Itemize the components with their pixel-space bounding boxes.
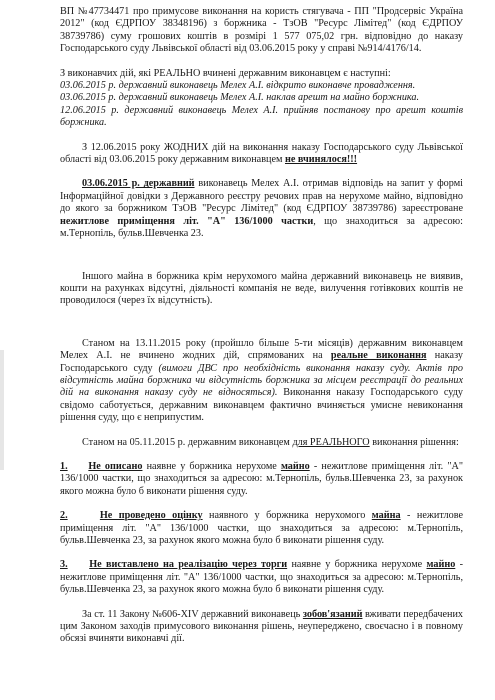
not-described-emphasis: Не описано <box>88 460 143 472</box>
no-actions-emphasis: не вчинялося!!! <box>284 154 358 166</box>
list-item-2: 2. Не проведено оцінку наявного у боржника нерухомого майна - нежитлове приміщення літ. "А" 136/1000 частки, що знаходиться за адресою: м.Тернопіль, бульв.Шевченка 23, за рахунок якого можна було б виконати рішення суду. <box>60 510 463 546</box>
dvs-requirements-italic: (вимоги ДВС про необхідність виконання наказу суду. Актів про відсутність майна боржника чи відсутність боржника за місцем реєстрації до реальних дій на виконання наказу суду не відносяться). <box>60 362 463 399</box>
not-auctioned-emphasis: Не виставлено на реалізацію через торги <box>89 559 288 571</box>
real-actions-intro-text: З виконавчих дій, які РЕАЛЬНО вчинені державним виконавцем є наступні: <box>60 67 391 79</box>
paragraph-case-info <box>60 6 463 56</box>
paragraph-no-actions: З 12.06.2015 року ЖОДНИХ дій на виконання наказу Господарського суду Львівської області від 03.06.2015 року державним виконавцем не вчинялося!!! <box>60 141 463 166</box>
paragraph-status-date: Станом на 05.11.2015 р. державним виконавцем для РЕАЛЬНОГО виконання рішення: <box>82 436 459 448</box>
list-item-3: 3. Не виставлено на реалізацію через торги наявне у боржника нерухоме майно - нежитлове приміщення літ. "А" 136/1000 частки, що знаходиться за адресою: м.Тернопіль, бульв.Шевченка 23, за рахунок якого можна було б виконати рішення суду. <box>60 559 464 596</box>
paragraph-registry-response: 03.06.2015 р. державний виконавець Мелех А.І. отримав відповідь на запит у формі Інформаційної довідки з Державного реєстру речових прав на нерухоме майно, відповідно до якого за боржником ТзОВ "Ресурс Лімітед" (код ЄДРПОУ 38739786) зареєстроване нежитлове приміщення літ. "А" 136/1000 частки, що знаходиться за адресою: м.Тернопіль, бульв.Шевченка 23. <box>60 178 463 240</box>
paragraph-law-article: За ст. 11 Закону №606-XIV державний виконавець зобов'язаний вживати передбачених цим Законом заходів примусового виконання рішень, неупереджено, своєчасно і в повному обсязі вчиняти виконавчі дії. <box>60 608 464 645</box>
real-execution-emphasis: реальне виконання <box>330 350 427 362</box>
case-info-text: ВП №47734471 про примусове виконання на користь стягувача - ПП "Продсервіс Україна 2012" (код ЄДРПОУ 38348196) з боржника - ТзОВ "Ресурс Лімітед" (код ЄДРПОУ 38739786) суму грошових коштів в розмірі 1 577 075,02 грн. відповідно до наказу Господарського суду Львівської області від 03.06.2015 року у справі №914/4176/14. <box>60 6 463 55</box>
paragraph-no-actions-since: Станом на 13.11.2015 року (пройшло більше 5-ти місяців) державним виконавцем Мелех А.І. не вчинено жодних дій, спрямованих на реальне виконання наказу Господарського суду (вимоги ДВС про необхідність виконання наказу суду. Актів про відсутність майна боржника чи відсутність боржника за місцем реєстрації до реальних дій на виконання наказу суду не відносяться). Виконання наказу Господарського суду свідомо саботується, державним виконавцем фактично вчиняється умисне невиконання рішення суду, що є неприпустим. <box>60 337 463 424</box>
property-emphasis: нежитлове приміщення літ. "А" 136/1000 частки <box>60 215 314 227</box>
registry-date-emphasis: 03.06.2015 р. державний <box>82 178 195 190</box>
real-execution-underlined: для РЕАЛЬНОГО <box>292 436 370 448</box>
not-evaluated-emphasis: Не проведено оцінку <box>99 510 203 522</box>
list-number: 1. <box>60 460 68 472</box>
paragraph-real-actions-intro <box>60 68 463 80</box>
obliged-emphasis: зобов'язаний <box>302 608 363 620</box>
action-line-3: 12.06.2015 р. державний виконавець Мелех А.І. прийняв постанову про арешт коштів боржника. <box>60 104 463 129</box>
paragraph-no-other-assets: Іншого майна в боржника крім нерухомого майна державний виконавець не виявив, кошти на рахунках відсутні, діяльності компанія не веде, вилучення готівкових коштів не проводилося (через їх відсутність). <box>60 270 463 307</box>
action-line-1: 03.06.2015 р. державний виконавець Мелех А.І. відкрито виконавче провадження. <box>60 80 416 92</box>
action-line-2: 03.06.2015 р. державний виконавець Мелех А.І. наклав арешт на майно боржника. <box>60 92 420 104</box>
list-number: 2. <box>60 510 68 522</box>
list-item-1: 1. Не описано наявне у боржника нерухоме майно - нежитлове приміщення літ. "А" 136/1000 частки, що знаходиться за адресою: м.Тернопіль, бульв.Шевченка 23, за рахунок якого можна було б виконати рішення суду. <box>60 460 463 497</box>
list-number: 3. <box>60 559 68 571</box>
